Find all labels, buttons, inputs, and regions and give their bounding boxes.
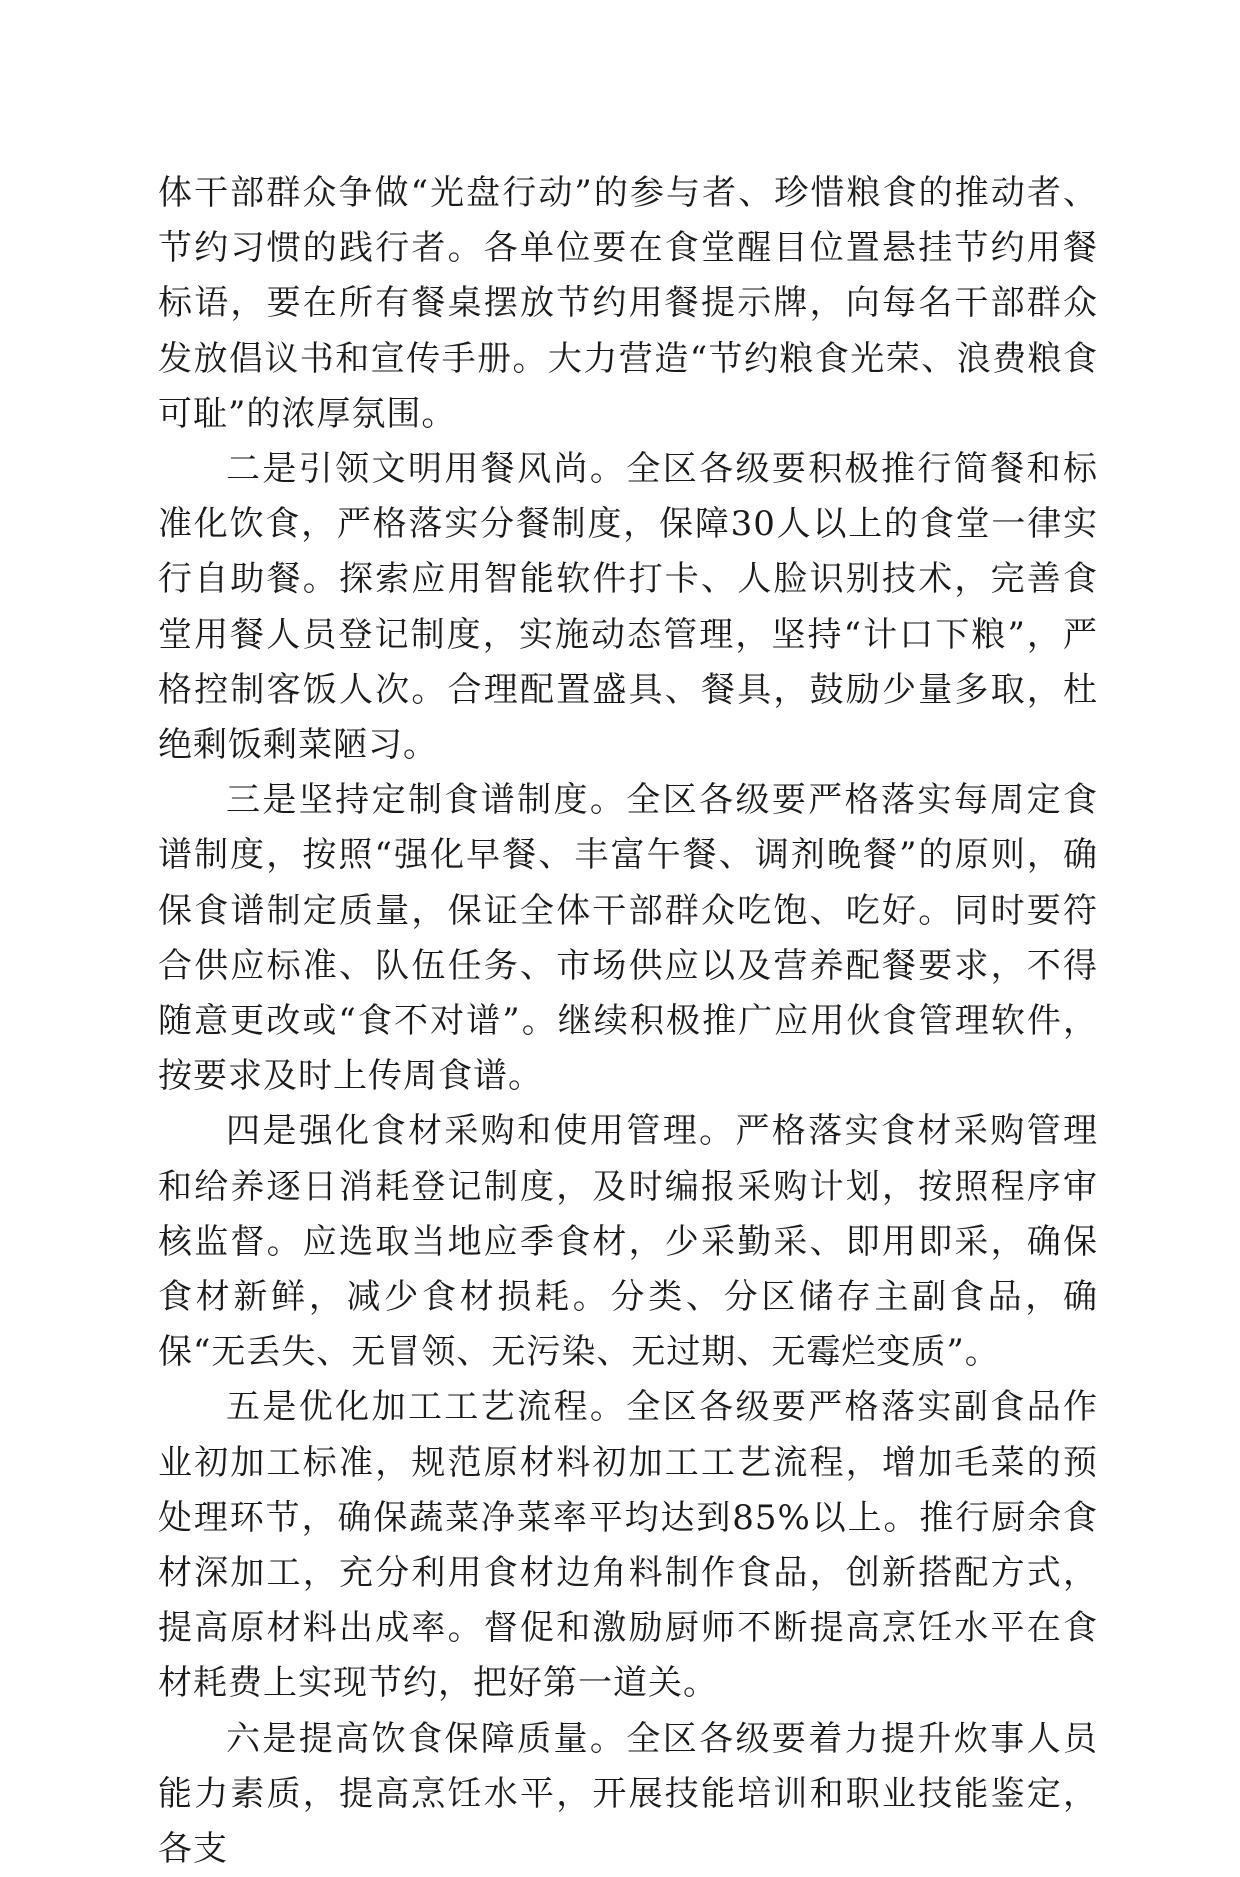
paragraph-six-quality: 六是提高饮食保障质量。全区各级要着力提升炊事人员能力素质，提高烹饪水平，开展技能培训和职业技能鉴定，各支	[158, 1718, 1098, 1870]
paragraph-two-dining-etiquette: 二是引领文明用餐风尚。全区各级要积极推行简餐和标准化饮食，严格落实分餐制度，保障30人以上的食堂一律实行自助餐。探索应用智能软件打卡、人脸识别技术，完善食堂用餐人员登记制度，实施动态管理，坚持“计口下粮”，严格控制客饭人次。合理配置盛具、餐具，鼓励少量多取，杜绝剩饭剩菜陋习。	[158, 449, 1098, 766]
paragraph-continuation: 体干部群众争做“光盘行动”的参与者、珍惜粮食的推动者、节约习惯的践行者。各单位要在食堂醒目位置悬挂节约用餐标语，要在所有餐桌摆放节约用餐提示牌，向每名干部群众发放倡议书和宣传手册。大力营造“节约粮食光荣、浪费粮食可耻”的浓厚氛围。	[158, 173, 1098, 434]
paragraph-three-menu-system: 三是坚持定制食谱制度。全区各级要严格落实每周定食谱制度，按照“强化早餐、丰富午餐、调剂晚餐”的原则，确保食谱制定质量，保证全体干部群众吃饱、吃好。同时要符合供应标准、队伍任务、市场供应以及营养配餐要求，不得随意更改或“食不对谱”。继续积极推广应用伙食管理软件，按要求及时上传周食谱。	[158, 780, 1098, 1097]
body-text	[158, 166, 1098, 1877]
paragraph-four-procurement: 四是强化食材采购和使用管理。严格落实食材采购管理和给养逐日消耗登记制度，及时编报采购计划，按照程序审核监督。应选取当地应季食材，少采勤采、即用即采，确保食材新鲜，减少食材损耗。分类、分区储存主副食品，确保“无丢失、无冒领、无污染、无过期、无霉烂变质”。	[158, 1111, 1098, 1373]
paragraph-five-processing: 五是优化加工工艺流程。全区各级要严格落实副食品作业初加工标准，规范原材料初加工工艺流程，增加毛菜的预处理环节，确保蔬菜净菜率平均达到85%以上。推行厨余食材深加工，充分利用食材边角料制作食品，创新搭配方式，提高原材料出成率。督促和激励厨师不断提高烹饪水平在食材耗费上实现节约，把好第一道关。	[158, 1387, 1098, 1704]
